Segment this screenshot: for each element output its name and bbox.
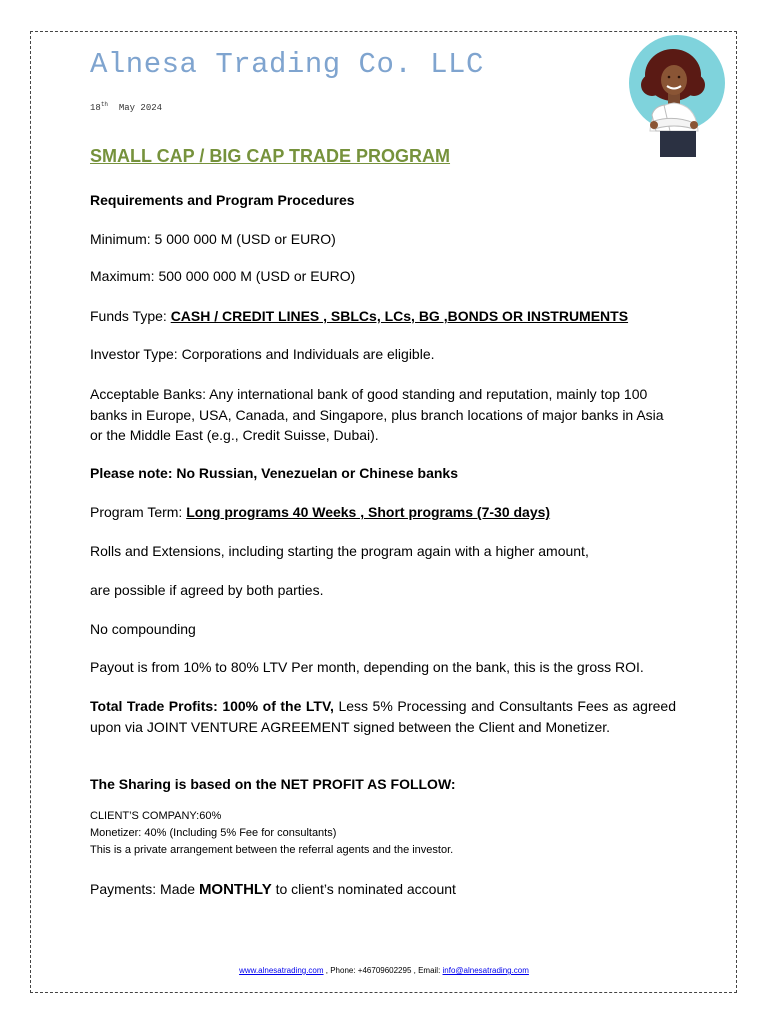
payments-line [90, 879, 676, 901]
date-rest: May 2024 [118, 103, 163, 113]
acceptable-banks-paragraph: Acceptable Banks: Any international bank of good standing and reputation, mainly top 100 banks in Europe, USA, Canada, and Singapore, plus branch locations of major banks in Asia or the Middle East (e.g., Credit Suisse, Dubai). [90, 386, 664, 443]
no-compounding-line: No compounding [90, 621, 196, 637]
program-title: SMALL CAP / BIG CAP TRADE PROGRAM [90, 146, 451, 166]
sharing-line-client: CLIENT’S COMPANY:60% [90, 810, 222, 822]
company-name: Alnesa Trading Co. LLC [90, 48, 484, 81]
document-date [90, 101, 162, 113]
total-profits-bold: Total Trade Profits: 100% of the LTV, [90, 698, 334, 714]
program-term-line [90, 502, 676, 523]
footer-contact [0, 966, 768, 975]
payments-pre: Payments: Made [90, 881, 199, 897]
banks-note: Please note: No Russian, Venezuelan or Chinese banks [90, 465, 459, 481]
businesswoman-avatar-icon [624, 35, 730, 157]
footer-phone: , Phone: +46709602295 , Email: [323, 966, 443, 975]
funds-type-label: Funds Type: [90, 308, 171, 324]
payments-bold: MONTHLY [198, 881, 272, 898]
maximum-line: Maximum: 500 000 000 M (USD or EURO) [90, 268, 356, 284]
date-suffix: th [100, 101, 109, 108]
minimum-line: Minimum: 5 000 000 M (USD or EURO) [90, 231, 336, 247]
investor-type-line: Investor Type: Corporations and Individuals are eligible. [90, 346, 435, 362]
requirements-heading: Requirements and Program Procedures [90, 192, 355, 208]
sharing-line-monetizer: Monetizer: 40% (Including 5% Fee for consultants) [90, 827, 337, 839]
website-link[interactable]: www.alnesatrading.com [239, 966, 324, 975]
email-link[interactable]: info@alnesatrading.com [442, 966, 529, 975]
total-profits-paragraph [90, 696, 676, 737]
sharing-heading: The Sharing is based on the NET PROFIT AS FOLLOW: [90, 776, 456, 792]
program-term-value: Long programs 40 Weeks , Short programs (7-30 days) [186, 504, 551, 520]
total-profits-rest: Less 5% Processing and Consultants Fees as agreed upon via JOINT VENTURE AGREEMENT signed between the Client and Monetizer. [90, 698, 676, 735]
payments-post: to client’s nominated account [271, 881, 456, 897]
payout-line: Payout is from 10% to 80% LTV Per month, depending on the bank, this is the gross ROI. [90, 659, 644, 675]
program-term-label: Program Term: [90, 504, 187, 520]
date-day: 18 [90, 103, 101, 113]
sharing-line-note: This is a private arrangement between the referral agents and the investor. [90, 844, 454, 856]
rolls-line-1: Rolls and Extensions, including starting the program again with a higher amount, [90, 543, 589, 559]
funds-type-line [90, 306, 676, 327]
funds-type-value: CASH / CREDIT LINES , SBLCs, LCs, BG ,BONDS OR INSTRUMENTS [170, 308, 629, 324]
rolls-line-2: are possible if agreed by both parties. [90, 582, 324, 598]
sharing-list [90, 808, 680, 859]
